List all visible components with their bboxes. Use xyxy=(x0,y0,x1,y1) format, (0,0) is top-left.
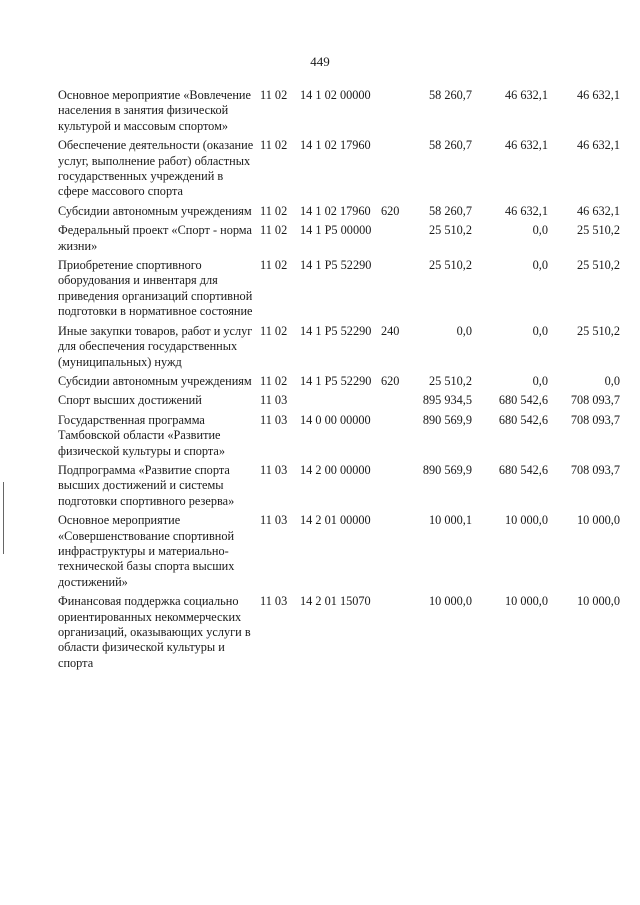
row-value-1: 58 260,7 xyxy=(428,88,472,102)
table-row xyxy=(0,594,640,671)
table-row xyxy=(0,223,640,254)
row-section: 11 03 xyxy=(260,393,288,408)
row-code: 14 2 01 00000 xyxy=(300,513,371,528)
row-code: 14 1 P5 00000 xyxy=(300,223,372,238)
row-name: Государственная программа Тамбовской области «Развитие физической культуры и спорта» xyxy=(58,412,226,458)
row-expense-type: 620 xyxy=(381,373,400,388)
row-value-3: 25 510,2 xyxy=(576,258,620,273)
row-value-1: 10 000,1 xyxy=(428,513,472,528)
row-name: Федеральный проект «Спорт - норма жизни» xyxy=(58,223,252,253)
row-section: 11 02 xyxy=(260,88,288,102)
row-name: Спорт высших достижений xyxy=(58,393,202,408)
page-number: 449 xyxy=(310,54,330,69)
row-value-2: 680 542,6 xyxy=(498,462,548,477)
row-expense-type: 240 xyxy=(381,323,400,338)
row-section: 11 02 xyxy=(260,203,288,218)
row-value-3: 10 000,0 xyxy=(576,513,620,528)
row-value-3: 10 000,0 xyxy=(576,594,620,609)
table-row xyxy=(0,463,640,509)
table-row xyxy=(0,138,640,200)
row-code: 14 1 P5 52290 xyxy=(300,323,372,338)
row-section: 11 03 xyxy=(260,412,288,427)
row-value-2: 46 632,1 xyxy=(504,88,548,102)
row-section: 11 03 xyxy=(260,594,288,609)
row-name: Субсидии автономным учреждениям xyxy=(58,203,252,218)
row-value-3: 46 632,1 xyxy=(576,138,620,153)
row-value-2: 0,0 xyxy=(532,258,548,273)
budget-table xyxy=(0,88,640,675)
row-value-1: 890 569,9 xyxy=(422,412,472,427)
row-value-1: 58 260,7 xyxy=(428,203,472,218)
row-value-1: 25 510,2 xyxy=(428,258,472,273)
row-code: 14 1 02 17960 xyxy=(300,203,371,218)
row-value-3: 708 093,7 xyxy=(570,412,620,427)
table-row xyxy=(0,393,640,408)
row-name: Основное мероприятие «Совершенствование спортивной инфраструктуры и материально-технической базы спорта высших достижений» xyxy=(58,513,235,589)
row-value-3: 708 093,7 xyxy=(570,393,620,408)
row-value-1: 890 569,9 xyxy=(422,462,472,477)
row-value-1: 25 510,2 xyxy=(428,373,472,388)
row-name: Иные закупки товаров, работ и услуг для обеспечения государственных (муниципальных) нужд xyxy=(58,323,253,369)
row-value-2: 680 542,6 xyxy=(498,412,548,427)
table-row xyxy=(0,88,640,134)
row-value-1: 58 260,7 xyxy=(428,138,472,153)
row-section: 11 03 xyxy=(260,462,288,477)
row-value-1: 0,0 xyxy=(456,323,472,338)
row-value-2: 0,0 xyxy=(532,223,548,238)
row-name: Финансовая поддержка социально ориентированных некоммерческих организаций, оказывающих услуги в области физической культуры и спорта xyxy=(58,594,251,670)
row-expense-type: 620 xyxy=(381,203,400,218)
row-section: 11 03 xyxy=(260,513,288,528)
row-section: 11 02 xyxy=(260,323,288,338)
row-code: 14 2 01 15070 xyxy=(300,594,371,609)
row-value-2: 0,0 xyxy=(532,373,548,388)
row-name: Субсидии автономным учреждениям xyxy=(58,373,252,388)
row-value-1: 895 934,5 xyxy=(422,393,472,408)
table-row xyxy=(0,324,640,370)
row-value-2: 680 542,6 xyxy=(498,393,548,408)
row-value-3: 25 510,2 xyxy=(576,223,620,238)
row-code: 14 0 00 00000 xyxy=(300,412,371,427)
table-row xyxy=(0,258,640,320)
row-value-3: 0,0 xyxy=(604,373,620,388)
row-value-2: 0,0 xyxy=(532,323,548,338)
row-value-3: 708 093,7 xyxy=(570,462,620,477)
row-code: 14 1 02 00000 xyxy=(300,88,371,102)
row-value-3: 25 510,2 xyxy=(576,323,620,338)
row-section: 11 02 xyxy=(260,223,288,238)
row-name: Подпрограмма «Развитие спорта высших достижений и системы подготовки спортивного резерва» xyxy=(58,462,235,508)
row-value-1: 25 510,2 xyxy=(428,223,472,238)
row-code: 14 1 P5 52290 xyxy=(300,258,372,273)
row-value-3: 46 632,1 xyxy=(576,203,620,218)
row-section: 11 02 xyxy=(260,258,288,273)
row-value-1: 10 000,0 xyxy=(428,594,472,609)
table-row xyxy=(0,374,640,389)
row-value-2: 46 632,1 xyxy=(504,138,548,153)
row-name: Основное мероприятие «Вовлечение населения в занятия физической культурой и массовым спортом» xyxy=(58,88,251,133)
table-row xyxy=(0,413,640,459)
table-row xyxy=(0,513,640,590)
row-section: 11 02 xyxy=(260,373,288,388)
row-code: 14 1 P5 52290 xyxy=(300,373,372,388)
row-value-2: 46 632,1 xyxy=(504,203,548,218)
row-code: 14 1 02 17960 xyxy=(300,138,371,153)
row-name: Обеспечение деятельности (оказание услуг, выполнение работ) областных государственных учреждений в сфере массового спорта xyxy=(58,138,254,199)
row-section: 11 02 xyxy=(260,138,288,153)
row-name: Приобретение спортивного оборудования и инвентаря для приведения организаций спортивной подготовки в нормативное состояние xyxy=(58,258,253,319)
row-value-2: 10 000,0 xyxy=(504,513,548,528)
row-value-2: 10 000,0 xyxy=(504,594,548,609)
table-row xyxy=(0,204,640,219)
row-value-3: 46 632,1 xyxy=(576,88,620,102)
row-code: 14 2 00 00000 xyxy=(300,462,371,477)
